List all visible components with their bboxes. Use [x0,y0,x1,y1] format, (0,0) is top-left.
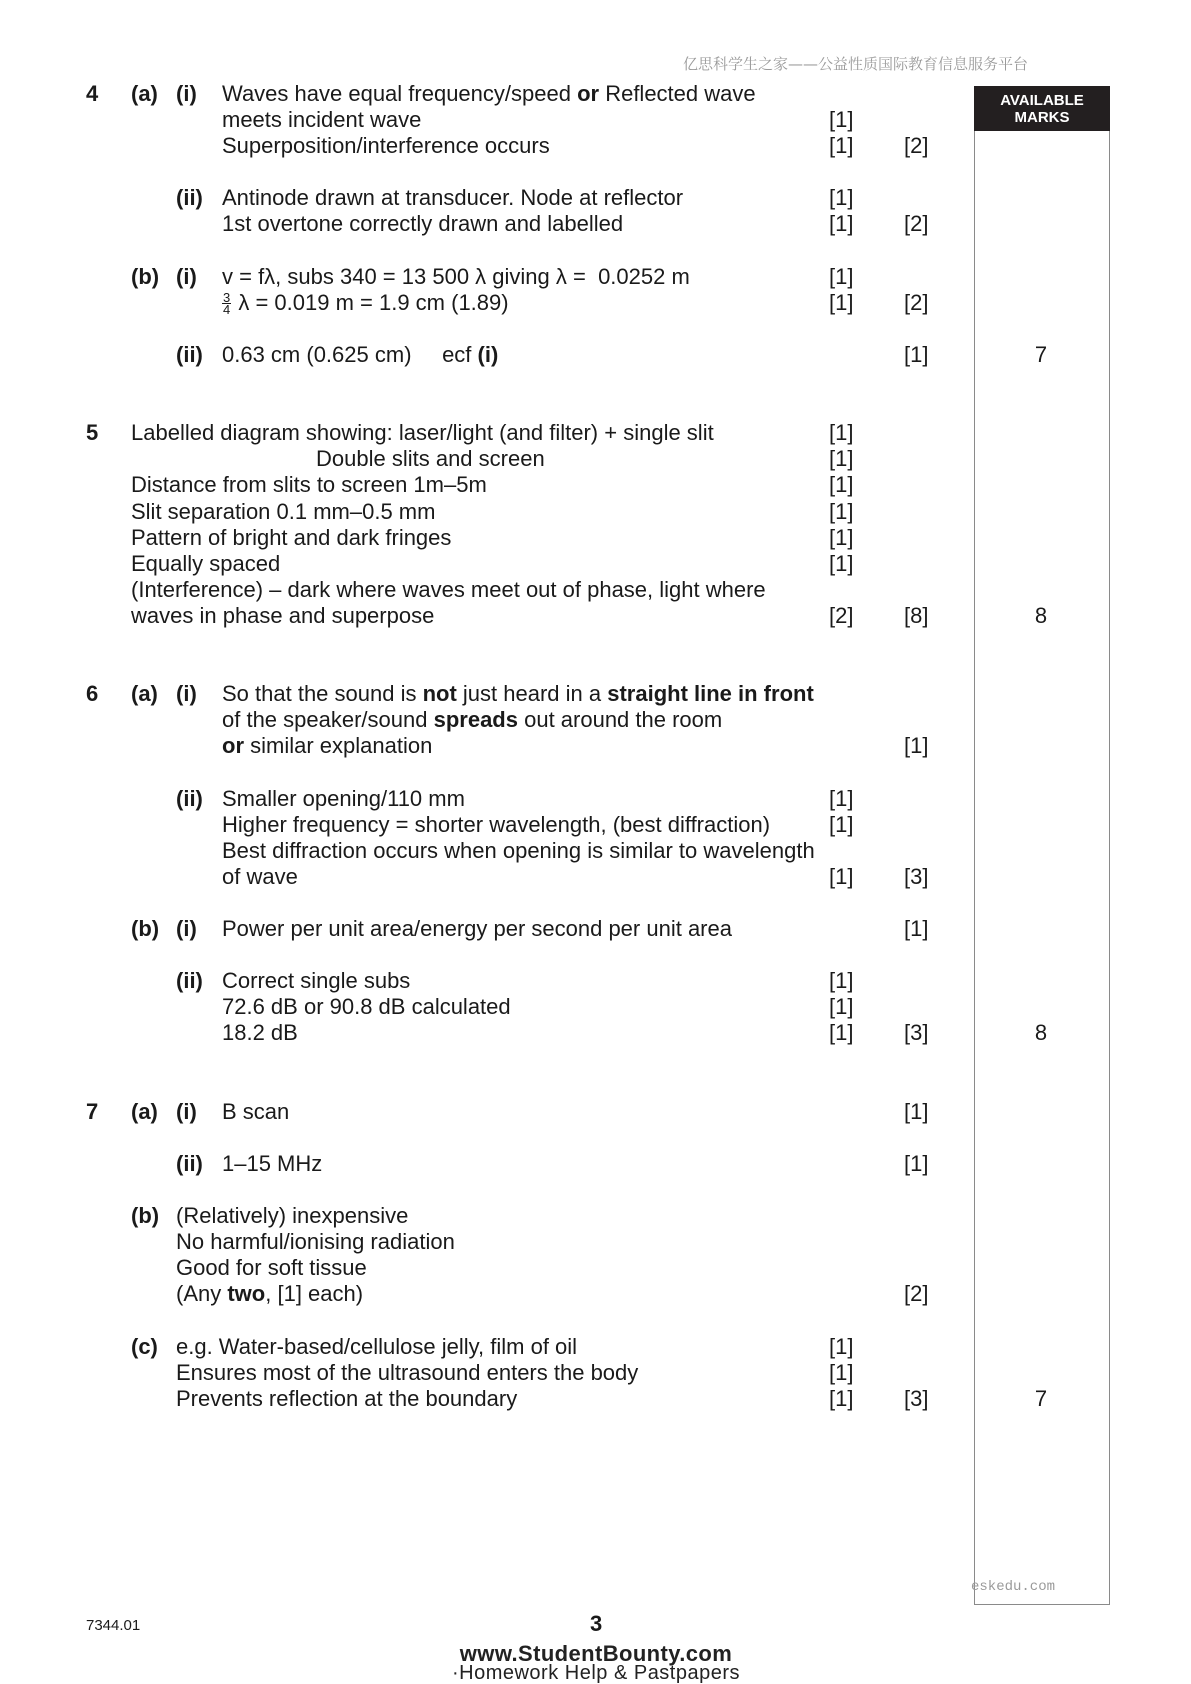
part-block [0,342,1191,368]
text-run: out around the room [517,707,723,733]
answer-line [0,707,1191,733]
mark: [1] [829,863,854,889]
mark: [2] [829,602,854,628]
answer-line [0,211,1191,237]
text-run: of wave [222,863,298,889]
answer-line [0,1334,1191,1360]
text-run: of the speaker/sound [222,707,434,733]
text-run: waves in phase and superpose [131,602,435,628]
question-number: 6 [86,681,99,707]
answer-line [0,968,1191,994]
answer-line [0,1360,1191,1386]
mark: [1] [829,994,854,1020]
part-block [0,1203,1191,1307]
text-run: (Relatively) inexpensive [176,1203,409,1229]
bold-text: (i) [477,341,499,367]
part-block [0,81,1191,159]
question-block [0,1099,1191,1412]
answer-line [0,185,1191,211]
subpart-label: (ii) [176,785,203,811]
available-marks-value: 8 [1034,1020,1048,1046]
answer-text [131,551,280,577]
text-run: Labelled diagram showing: laser/light (and filter) + single slit [131,420,714,446]
answer-text [222,681,814,707]
text-run: Ensures most of the ultrasound enters the body [176,1359,639,1385]
mark: [1] [829,472,854,498]
answer-line [0,1386,1191,1412]
part-label: (b) [131,1203,160,1229]
part-total: [3] [904,1020,929,1046]
part-total: [1] [904,1098,929,1124]
mark: [1] [829,1359,854,1385]
answer-text [222,968,410,994]
part-label: (c) [131,1333,158,1359]
answer-text [222,786,465,812]
answer-line [0,472,1191,498]
answer-text [131,577,766,603]
paper-code: 7344.01 [86,1617,141,1634]
subpart-label: (i) [176,916,197,941]
text-run: Pattern of bright and dark fringes [131,524,452,550]
available-marks-label-line2: MARKS [1014,108,1070,126]
answer-line [0,916,1191,942]
page-number: 3 [590,1611,603,1636]
answer-text [222,916,732,942]
answer-line [0,1203,1191,1229]
answer-line [0,1229,1191,1255]
answer-line [0,551,1191,577]
text-run: e.g. Water-based/cellulose jelly, film of oil [176,1333,578,1359]
text-run: Higher frequency = shorter wavelength, (best diffraction) [222,811,771,837]
question-number: 5 [86,420,99,446]
answer-line [0,786,1191,812]
question-number: 4 [86,81,99,106]
part-label: (a) [131,81,158,106]
answer-text [176,1334,577,1360]
mark-scheme-body [0,81,1191,1412]
mark: [1] [829,211,854,237]
text-run: 18.2 dB [222,1020,298,1046]
mark: [1] [829,1333,854,1359]
answer-line [0,81,1191,107]
answer-line [0,681,1191,707]
text-run: 1–15 MHz [222,1150,323,1176]
bold-text: or [222,733,244,759]
mark: [1] [829,1385,854,1411]
part-label: (b) [131,263,160,289]
mark: [1] [829,524,854,550]
text-run: Slit separation 0.1 mm–0.5 mm [131,498,436,524]
answer-line [0,133,1191,159]
answer-text [131,499,435,525]
answer-line [0,107,1191,133]
text-run: just heard in a [456,681,608,707]
answer-line [0,446,1191,472]
answer-text [176,1255,367,1281]
subpart-label: (ii) [176,185,203,211]
text-run: Antinode drawn at transducer. Node at reflector [222,185,684,211]
part-total: [1] [904,341,929,367]
available-marks-label-line1: AVAILABLE [1000,91,1084,109]
text-run: Smaller opening/110 mm [222,785,465,811]
question-number: 7 [86,1098,99,1124]
available-marks-value: 7 [1034,1385,1048,1411]
answer-text [131,472,487,498]
mark: [1] [829,185,854,211]
answer-text [176,1203,408,1229]
header-watermark: 亿思科学生之家——公益性质国际教育信息服务平台 [683,55,1029,73]
fraction-numerator: 3 [223,290,231,306]
text-run: Good for soft tissue [176,1255,367,1281]
part-total: [2] [904,133,929,159]
footer-watermark: eskedu.com [971,1579,1056,1595]
mark: [1] [829,446,854,472]
bold-text: two [227,1281,266,1307]
text-run: (Any [176,1281,228,1307]
text-run: meets incident wave [222,107,422,133]
answer-line [0,994,1191,1020]
mark: [1] [829,785,854,811]
answer-line [0,1151,1191,1177]
mark: [1] [829,107,854,133]
answer-line [0,264,1191,290]
answer-text [176,1360,638,1386]
answer-line [0,838,1191,864]
mark: [1] [829,968,854,994]
answer-text [222,342,498,368]
answer-line [0,603,1191,629]
answer-text [222,994,511,1020]
part-total: [8] [904,602,929,628]
mark: [1] [829,1020,854,1046]
text-run: Superposition/interference occurs [222,133,550,159]
answer-text [131,603,434,629]
answer-text [222,133,550,159]
text-run: Distance from slits to screen 1m–5m [131,472,487,498]
text-run: 0.63 cm (0.625 cm) ecf [222,341,478,367]
part-total: [2] [904,1281,929,1307]
subpart-label: (i) [176,263,197,289]
text-run: , [1] each) [265,1281,364,1307]
available-marks-value: 8 [1034,602,1048,628]
fraction [222,290,231,318]
text-run: Reflected wave [599,81,756,106]
answer-line [0,864,1191,890]
answer-text [131,525,451,551]
answer-text [222,290,509,316]
part-total: [2] [904,289,929,315]
mark: [1] [829,289,854,315]
answer-line [0,577,1191,603]
bold-text: or [577,81,600,106]
answer-text [131,420,714,446]
bold-text: spreads [433,707,518,733]
answer-text [176,1281,363,1307]
part-total: [2] [904,211,929,237]
text-run: Correct single subs [222,968,411,994]
answer-text [222,864,298,890]
answer-line [0,525,1191,551]
part-total: [3] [904,863,929,889]
text-run: Best diffraction occurs when opening is similar to wavelength [222,837,815,863]
mark: [1] [829,498,854,524]
part-block [0,420,1191,629]
part-label: (a) [131,1098,158,1124]
part-total: [1] [904,733,929,759]
part-label: (b) [131,916,160,941]
answer-text [222,185,683,211]
text-run: v = fλ, subs 340 = 13 500 λ giving λ = 0.0252 m [222,263,690,289]
answer-line [0,1020,1191,1046]
mark: [1] [829,133,854,159]
available-marks-value: 7 [1034,341,1048,367]
part-block [0,786,1191,890]
answer-text [222,707,722,733]
part-block [0,185,1191,237]
text-run: No harmful/ionising radiation [176,1229,455,1255]
part-label: (a) [131,681,158,707]
answer-line [0,420,1191,446]
answer-line [0,1099,1191,1125]
text-run: Double slits and screen [316,446,545,472]
answer-text [222,81,756,107]
answer-text [131,446,545,472]
text-run: similar explanation [244,733,433,759]
question-block [0,81,1191,368]
subpart-label: (i) [176,681,197,707]
answer-text [222,1020,298,1046]
answer-line [0,1255,1191,1281]
part-block [0,1334,1191,1412]
site-logo-text: www.StudentBounty.com [459,1641,733,1666]
text-run: λ = 0.019 m = 1.9 cm (1.89) [232,289,509,315]
answer-text [222,107,421,133]
mark: [1] [829,811,854,837]
part-block [0,264,1191,316]
answer-line [0,1281,1191,1307]
site-tagline: ·Homework Help & Pastpapers [451,1662,741,1684]
mark: [1] [829,263,854,289]
part-total: [1] [904,1150,929,1176]
text-run: Equally spaced [131,550,281,576]
text-run: Power per unit area/energy per second per unit area [222,916,732,941]
bold-text: not [422,681,457,707]
text-run: (Interference) – dark where waves meet out of phase, light where [131,576,766,602]
answer-text [222,264,690,290]
subpart-label: (i) [176,1098,197,1124]
subpart-label: (ii) [176,1150,203,1176]
subpart-label: (ii) [176,341,203,367]
part-total: [3] [904,1385,929,1411]
question-block [0,420,1191,629]
question-block [0,681,1191,1046]
answer-text [222,733,432,759]
subpart-label: (i) [176,81,197,106]
answer-text [222,1099,289,1125]
answer-line [0,290,1191,316]
fraction-denominator: 4 [223,302,231,318]
subpart-label: (ii) [176,968,203,994]
text-run: B scan [222,1098,290,1124]
answer-text [176,1386,517,1412]
part-total: [1] [904,916,929,941]
text-run: Waves have equal frequency/speed [222,81,578,106]
answer-line [0,812,1191,838]
part-block [0,1151,1191,1177]
text-run: 1st overtone correctly drawn and labelled [222,211,624,237]
answer-text [222,211,623,237]
bold-text: straight line in front [607,681,814,707]
answer-text [176,1229,455,1255]
text-run: Prevents reflection at the boundary [176,1385,518,1411]
answer-line [0,499,1191,525]
part-block [0,681,1191,759]
text-run: So that the sound is [222,681,423,707]
answer-text [222,812,770,838]
answer-line [0,342,1191,368]
text-run: 72.6 dB or 90.8 dB calculated [222,994,511,1020]
answer-text [222,838,815,864]
part-block [0,916,1191,942]
mark: [1] [829,420,854,446]
part-block [0,968,1191,1046]
answer-line [0,733,1191,759]
mark: [1] [829,550,854,576]
part-block [0,1099,1191,1125]
answer-text [222,1151,322,1177]
